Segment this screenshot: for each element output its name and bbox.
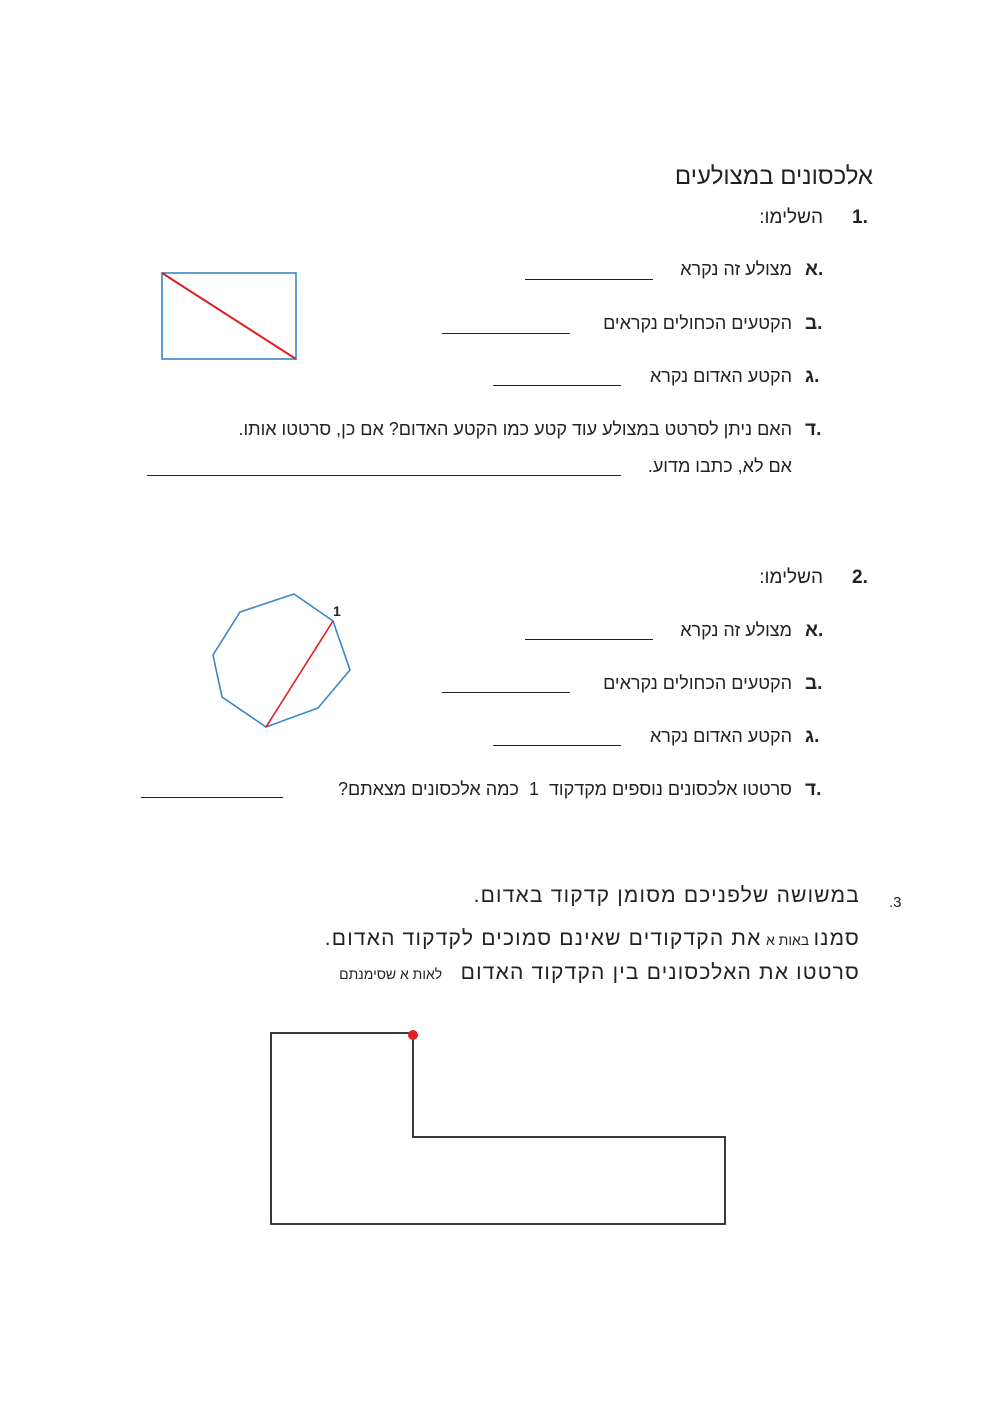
q2-b-letter: ב. xyxy=(805,673,823,694)
q1-c-text: הקטע האדום נקרא xyxy=(649,366,792,386)
red-vertex-marker xyxy=(408,1030,418,1040)
q2-c-text: הקטע האדום נקרא xyxy=(649,726,792,746)
q2-d-letter: ד. xyxy=(805,779,822,800)
q1-c-letter: ג. xyxy=(805,366,820,387)
q1-b-letter: ב. xyxy=(805,313,823,334)
q2-a-letter: א. xyxy=(805,620,824,641)
q2-a-text: מצולע זה נקרא xyxy=(680,620,792,640)
q1-number: 1. xyxy=(852,207,868,228)
q2-instruction: השלימו: xyxy=(759,567,823,588)
q3-line2-a: סמנו xyxy=(813,927,860,950)
hexagon-sides xyxy=(271,1033,725,1224)
q3-line2-small: באות א xyxy=(765,932,810,948)
q2-number: 2. xyxy=(852,567,868,588)
q3-number: .3 xyxy=(889,894,902,911)
q2-d-text: סרטטו אלכסונים נוספים מקדקוד 1 כמה אלכסונים מצאתם? xyxy=(338,779,792,799)
q1-d-text: האם ניתן לסרטט במצולע עוד קטע כמו הקטע האדום? אם כן, סרטטו אותו. xyxy=(238,419,792,439)
q2-b-text: הקטעים הכחולים נקראים xyxy=(603,673,792,693)
q1-d-text2: אם לא, כתבו מדוע. xyxy=(647,456,792,476)
q1-d-letter: ד. xyxy=(805,419,822,440)
q3-line2-b: את הקדקודים שאינם סמוכים לקדקוד האדום. xyxy=(324,927,762,950)
q1-a-letter: א. xyxy=(805,259,824,280)
rectangle-red-diagonal xyxy=(162,273,296,359)
q1-a-text: מצולע זה נקרא xyxy=(680,259,792,279)
octagon-red-diagonal xyxy=(266,621,333,727)
q1-instruction: השלימו: xyxy=(759,207,823,228)
q2-c-letter: ג. xyxy=(805,726,820,747)
q3-line1: במשושה שלפניכם מסומן קדקוד באדום. xyxy=(473,884,860,907)
octagon-vertex-label: 1 xyxy=(333,603,341,619)
q3-hexagon-figure xyxy=(271,1030,725,1224)
q2-octagon-figure xyxy=(213,594,350,727)
page-title: אלכסונים במצולעים xyxy=(674,163,873,190)
q3-line3-small: לאות א שסימנתם xyxy=(339,966,443,982)
q3-line3-a: סרטטו את האלכסונים בין הקדקוד האדום xyxy=(460,961,860,984)
octagon-blue-sides xyxy=(213,594,350,727)
q1-rectangle-figure xyxy=(162,273,296,359)
q1-b-text: הקטעים הכחולים נקראים xyxy=(603,313,792,333)
